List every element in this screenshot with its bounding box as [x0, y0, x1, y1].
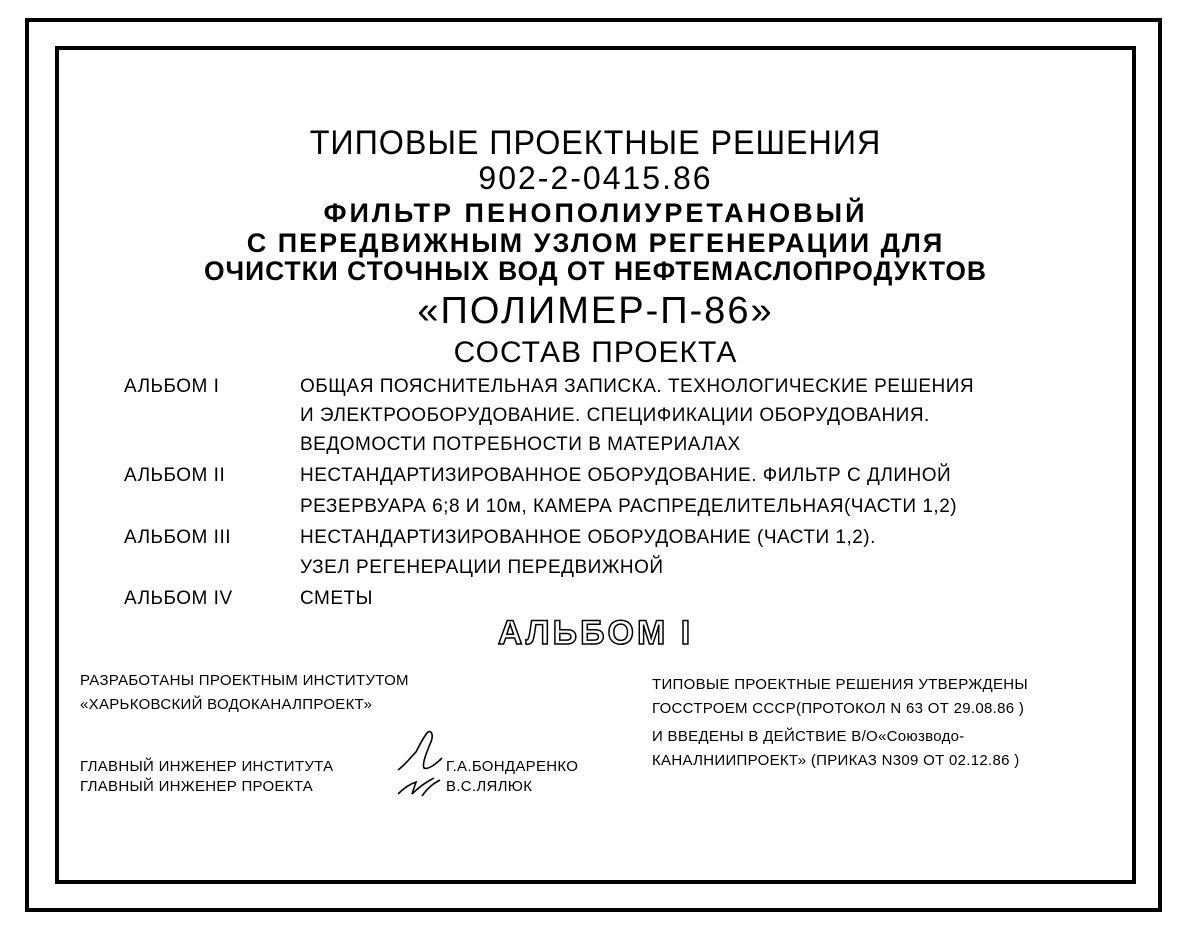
developer-line: РАЗРАБОТАНЫ ПРОЕКТНЫМ ИНСТИТУТОМ: [80, 672, 409, 689]
album-description-line: ВЕДОМОСТИ ПОТРЕБНОСТИ В МАТЕРИАЛАХ: [300, 434, 741, 455]
product-name: «ПОЛИМЕР-П-86»: [417, 290, 774, 332]
album-label: АЛЬБОМ IV: [124, 588, 233, 609]
signature-role: ГЛАВНЫЙ ИНЖЕНЕР ПРОЕКТА: [80, 778, 314, 795]
album-description-line: СМЕТЫ: [300, 588, 373, 609]
album-description-line: НЕСТАНДАРТИЗИРОВАННОЕ ОБОРУДОВАНИЕ. ФИЛЬТР С ДЛИНОЙ: [300, 465, 952, 486]
album-label: АЛЬБОМ I: [124, 376, 220, 397]
signature-name: Г.А.БОНДАРЕНКО: [446, 758, 579, 775]
document-number: 902-2-0415.86: [478, 160, 713, 196]
album-heading: АЛЬБОМ I: [497, 614, 694, 652]
document-series-title: ТИПОВЫЕ ПРОЕКТНЫЕ РЕШЕНИЯ: [309, 124, 882, 162]
album-description-line: РЕЗЕРВУАРА 6;8 И 10м, КАМЕРА РАСПРЕДЕЛИТЕЛЬНАЯ(ЧАСТИ 1,2): [300, 496, 958, 517]
approval-line: И ВВЕДЕНЫ В ДЕЙСТВИЕ В/О«Союзводо-: [652, 728, 965, 745]
signature-name: В.С.ЛЯЛЮК: [446, 778, 533, 795]
album-description-line: НЕСТАНДАРТИЗИРОВАННОЕ ОБОРУДОВАНИЕ (ЧАСТИ 1,2).: [300, 527, 876, 548]
signature-role: ГЛАВНЫЙ ИНЖЕНЕР ИНСТИТУТА: [80, 758, 334, 775]
album-label: АЛЬБОМ II: [124, 465, 226, 486]
composition-heading: СОСТАВ ПРОЕКТА: [453, 336, 738, 369]
developer-line: «ХАРЬКОВСКИЙ ВОДОКАНАЛПРОЕКТ»: [80, 696, 373, 713]
album-description-line: УЗЕЛ РЕГЕНЕРАЦИИ ПЕРЕДВИЖНОЙ: [300, 557, 664, 578]
title-line-purpose: ОЧИСТКИ СТОЧНЫХ ВОД ОТ НЕФТЕМАСЛОПРОДУКТОВ: [203, 256, 988, 286]
album-label: АЛЬБОМ III: [124, 527, 232, 548]
approval-line: ГОССТРОЕМ СССР(ПРОТОКОЛ N 63 ОТ 29.08.86 ): [652, 700, 1025, 717]
album-description-line: И ЭЛЕКТРООБОРУДОВАНИЕ. СПЕЦИФИКАЦИИ ОБОРУДОВАНИЯ.: [300, 405, 930, 426]
title-line-filter: ФИЛЬТР ПЕНОПОЛИУРЕТАНОВЫЙ: [323, 198, 868, 228]
approval-line: ТИПОВЫЕ ПРОЕКТНЫЕ РЕШЕНИЯ УТВЕРЖДЕНЫ: [652, 676, 1028, 693]
handwritten-signature-icon: [396, 728, 444, 778]
approval-line: КАНАЛНИИПРОЕКТ» (ПРИКАЗ N309 ОТ 02.12.86 ): [652, 752, 1020, 769]
title-line-regeneration: С ПЕРЕДВИЖНЫМ УЗЛОМ РЕГЕНЕРАЦИИ ДЛЯ: [246, 228, 945, 258]
handwritten-signature-icon: [396, 774, 444, 800]
album-description-line: ОБЩАЯ ПОЯСНИТЕЛЬНАЯ ЗАПИСКА. ТЕХНОЛОГИЧЕСКИЕ РЕШЕНИЯ: [300, 376, 975, 397]
